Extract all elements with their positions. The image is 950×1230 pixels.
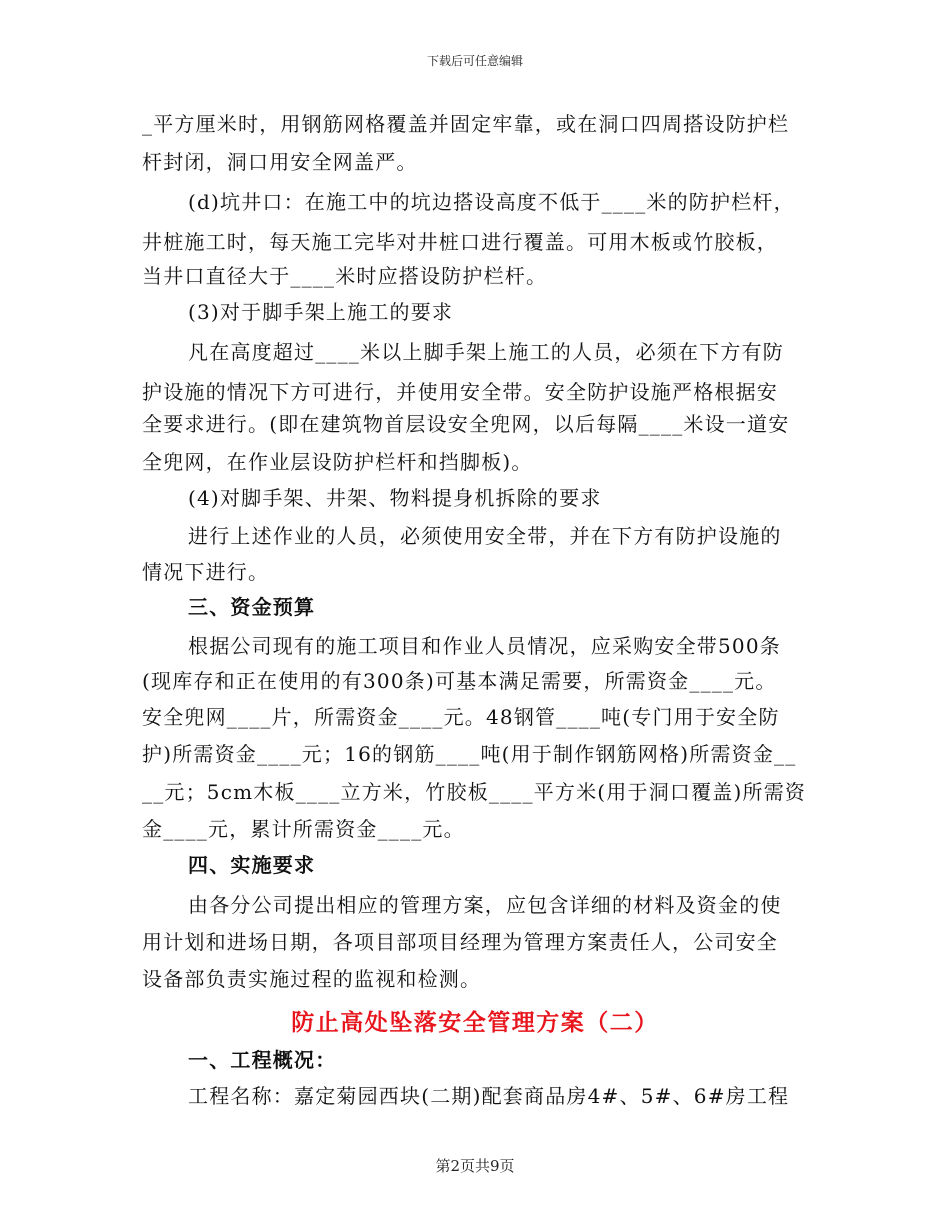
- section-heading: 三、资金预算: [188, 595, 316, 619]
- body-line: 凡在高度超过____米以上脚手架上施工的人员，必须在下方有防: [188, 340, 784, 364]
- body-line: 金____元，累计所需资金____元。: [142, 817, 465, 841]
- body-line: 护设施的情况下方可进行，并使用安全带。安全防护设施严格根据安: [142, 380, 778, 404]
- body-line: 全要求进行。(即在建筑物首层设安全兜网，以后每隔____米设一道安: [142, 412, 790, 436]
- body-line: 工程名称：嘉定菊园西块(二期)配套商品房4#、5#、6#房工程: [188, 1084, 790, 1108]
- body-line: 全兜网，在作业层设防护栏杆和挡脚板)。: [142, 450, 533, 474]
- body-line: 根据公司现有的施工项目和作业人员情况，应采购安全带500条: [188, 634, 781, 658]
- body-line: 安全兜网____片，所需资金____元。48钢管____吨(专门用于安全防: [142, 705, 780, 729]
- page-footer: 第2页共9页: [435, 1157, 515, 1175]
- body-line: 当井口直径大于____米时应搭设防护栏杆。: [142, 264, 548, 288]
- section-heading: 四、实施要求: [188, 853, 316, 877]
- body-line: _平方厘米时，用钢筋网格覆盖并固定牢靠，或在洞口四周搭设防护栏: [142, 112, 790, 136]
- body-line: 进行上述作业的人员，必须使用安全带，并在下方有防护设施的: [188, 524, 782, 548]
- body-line: __元；5cm木板____立方米，竹胶板____平方米(用于洞口覆盖)所需资: [142, 780, 807, 804]
- body-line: 由各分公司提出相应的管理方案，应包含详细的材料及资金的使: [188, 893, 782, 917]
- body-line: 设备部负责实施过程的监视和检测。: [142, 967, 482, 991]
- section-heading: 一、工程概况：: [188, 1048, 337, 1072]
- body-line: 护)所需资金____元；16的钢筋____吨(用于制作钢筋网格)所需资金__: [142, 742, 797, 766]
- body-line: (4)对脚手架、井架、物料提身机拆除的要求: [188, 486, 602, 510]
- body-line: 杆封闭，洞口用安全网盖严。: [142, 150, 418, 174]
- section-title: 防止高处坠落安全管理方案（二）: [291, 1009, 659, 1036]
- body-line: (d)坑井口：在施工中的坑边搭设高度不低于____米的防护栏杆，: [188, 190, 795, 214]
- body-line: 井桩施工时，每天施工完毕对井桩口进行覆盖。可用木板或竹胶板，: [142, 230, 778, 254]
- body-line: (现库存和正在使用的有300条)可基本满足需要，所需资金____元。: [142, 669, 777, 693]
- body-line: 情况下进行。: [142, 560, 270, 584]
- body-line: 用计划和进场日期，各项目部项目经理为管理方案责任人，公司安全: [142, 930, 778, 954]
- body-line: (3)对于脚手架上施工的要求: [188, 300, 454, 324]
- page-header: 下载后可任意编辑: [426, 54, 523, 68]
